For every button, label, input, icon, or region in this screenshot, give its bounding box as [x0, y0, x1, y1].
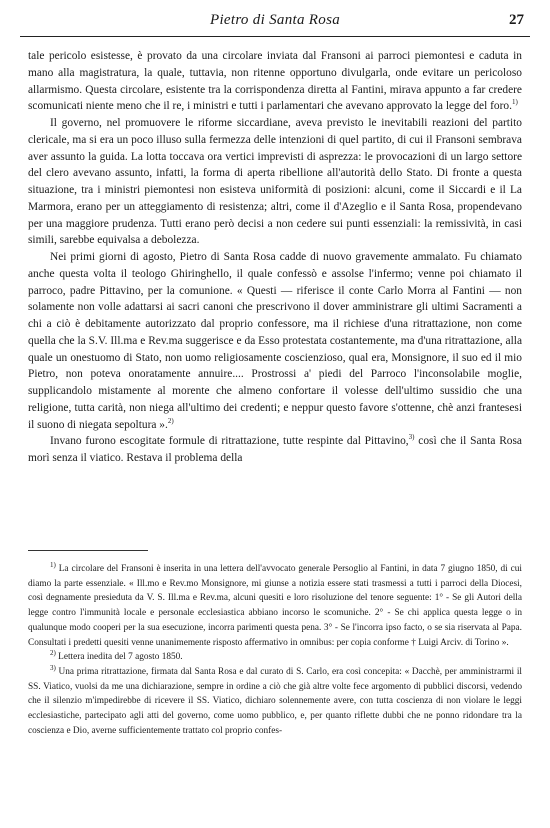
header-rule	[20, 36, 530, 37]
footnote-1-mark: 1)	[50, 560, 56, 569]
paragraph-3	[28, 249, 522, 433]
footnote-2-text: Lettera inedita del 7 agosto 1850.	[58, 652, 183, 663]
paragraph-1	[28, 48, 522, 115]
paragraph-4-text-b: così che il Santa Rosa morì senza il viatico. Restava il problema della	[28, 435, 522, 464]
page-number: 27	[509, 12, 524, 28]
header-title: Pietro di Santa Rosa	[209, 12, 341, 28]
footnote-1	[28, 562, 522, 650]
paragraph-3-text: Nei primi giorni di agosto, Pietro di Santa Rosa cadde di nuovo gravemente ammalato. Fu chiamato anche questa volta il teologo Ghiringhello, il quale confessò e assolse l'infermo; venne poi chiamato il parroco, padre Pittavino, per la comunione. « Questi — riferisce il conte Carlo Morra al Fantini — non solamente non volle adattarsi ai sacri canoni che prescrivono il dover amministrare gli ultimi Sacramenti a chi a ciò è debitamente autorizzato dal proprio confessore, ma il richiese d'una ritrattazione, non come quella che la S.V. Ill.ma e Rev.ma suggerisce e da Esso protestata costantemente, ma d'una ritrattazione, alla quale un onestuomo di Stato, non uomo religiosamente coscienzioso, qual era, Monsignore, il suo ed il mio Pietro, non poteva onoratamente annuire.... Prostrossi a' piedi del Parroco l'inconsolabile moglie, supplicandolo mistamente al morente che almeno confortare il volesse dell'ultimo sussidio che una religione, tutta carità, non niega all'ultimo dei credenti; e neppur questo favore s'ottenne, chè anzi frantesesi il suono di niegata sepoltura ».	[28, 251, 522, 431]
footnote-3	[28, 665, 522, 739]
footnote-3-mark: 3)	[50, 663, 56, 672]
footnote-ref-2: 2)	[167, 416, 174, 425]
footnote-ref-3: 3)	[408, 433, 415, 442]
running-header	[20, 12, 530, 34]
footnote-rule	[28, 550, 148, 551]
paragraph-4-text-a: Invano furono escogitate formule di ritrattazione, tutte respinte dal Pittavino,	[50, 435, 409, 448]
footnote-2-mark: 2)	[50, 649, 56, 658]
paragraph-2: Il governo, nel promuovere le riforme siccardiane, aveva previsto le inevitabili reazioni del partito clericale, ma si era un poco illuso sulla fermezza delle intenzioni di quel partito, di cui il Fransoni sembrava aver assunto la guida. La lotta toccava ora vertici imprevisti di asprezza: le provocazioni di un largo settore del clero avevano assunto, infatti, la forma di aperta ribellione all'autorità dello Stato. Di fronte a questa situazione, tra i ministri piemontesi non esisteva uniformità di posizioni: alcuni, come il Siccardi e il La Marmora, erano per un atteggiamento di resistenza; altri, come il d'Azeglio e il Santa Rosa, propendevano per una maggiore prudenza. Tutti erano però decisi a non cedere sui punti essenziali: la remissività, in casi simili, sarebbe equivalsa a debolezza.	[28, 117, 522, 247]
footnote-2	[28, 650, 522, 665]
footnotes	[28, 562, 522, 738]
paragraph-1-text: tale pericolo esistesse, è provato da una circolare inviata dal Fransoni ai parroci piemontesi e caduta in mano alla magistratura, la quale, tuttavia, non ritenne opportuno divulgarla, onde evitare un pericoloso allarmismo. Questa circolare, esistente tra la corrispondenza diretta al Fantini, mirava appunto a far credere scomunicati niente meno che il re, i ministri e tutti i parlamentari che avevano approvato la legge del foro.	[28, 50, 522, 113]
footnote-ref-1: 1)	[511, 98, 518, 107]
paragraph-4	[28, 433, 522, 467]
main-text	[28, 48, 522, 467]
footnote-1-text: La circolare del Fransoni è inserita in una lettera dell'avvocato generale Persoglio al Fantini, in data 7 giugno 1850, di cui diamo la parte essenziale. « Ill.mo e Rev.mo Monsignore, mi giunse a notizia essere stati trasmessi a tutti i parroci della Diocesi, così degnamente presieduta da V. S. Ill.ma e Rev.ma, alcuni quesiti e loro risoluzione del tenore seguente: 1° - Se gli Autori della legge contro l'immunità locale e personale ecclesiastica abbiano incorso le scomuniche. 2° - Se chi applica questa legge o in qualunque modo cooperi per la sua esecuzione, incorra parimenti questa pena. 3° - Se l'incorra ipso facto, o se sia riservata al Papa. Consultati i predetti quesiti venne unanimemente risposto affermativo in omnibus: per copia conforme † Luigi Arciv. di Torino ».	[28, 564, 523, 648]
footnote-3-text: Una prima ritrattazione, firmata dal Santa Rosa e dal curato di S. Carlo, era così concepita: « Dacchè, per amministrarmi il SS. Viatico, vuolsi da me una dichiarazione, sempre in ordine a ciò che già altre volte fece argomento di pubblici discorsi, vedendo che il silenzio m'impedirebbe di ricevere il SS. Viatico, dichiaro solennemente avere, con tutta coscienza di non violare le leggi ecclesiastiche, partecipato agli atti del governo, come uomo pubblico, e, per quanto riflette dubbi che ne ponno ridondare tra la coscienza e Dio, averne sufficientemente trattato col proprio confes-	[28, 666, 522, 736]
